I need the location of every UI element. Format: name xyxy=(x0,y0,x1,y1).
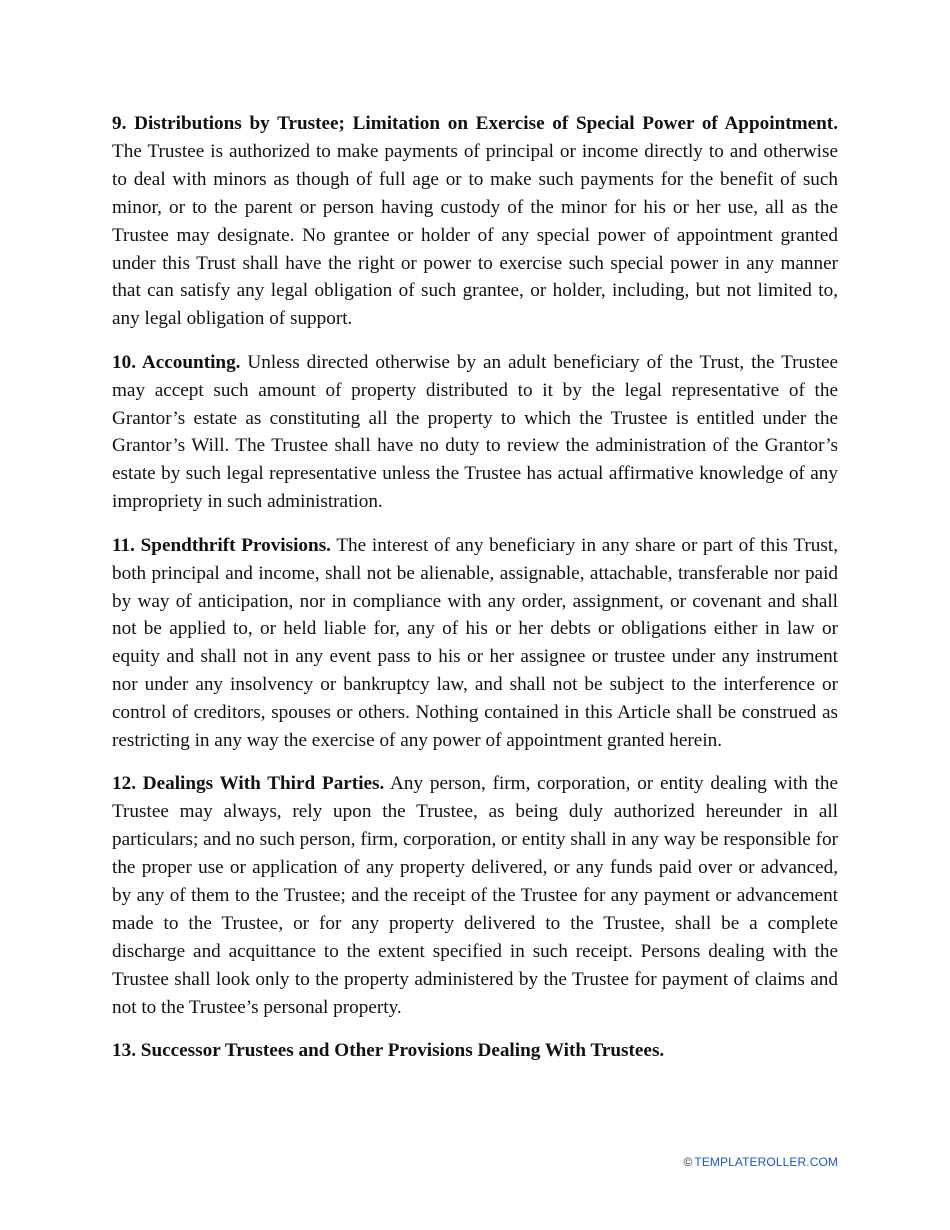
section-13 xyxy=(112,1037,838,1065)
section-body: The Trustee is authorized to make payments of principal or income directly to and otherwise to deal with minors as though of full age or to make such payments for the benefit of such minor, or to the parent or person having custody of the minor for his or her use, all as the Trustee may designate. No grantee or holder of any special power of appointment granted under this Trust shall have the right or power to exercise such special power in any manner that can satisfy any legal obligation of such grantee, or holder, including, but not limited to, any legal obligation of support. xyxy=(112,140,838,330)
footer-watermark xyxy=(683,1155,838,1169)
section-body: Unless directed otherwise by an adult beneficiary of the Trust, the Trustee may accept such amount of property distributed to it by the legal representative of the Grantor’s estate as constituting all the property to which the Trustee is entitled under the Grantor’s Will. The Trustee shall have no duty to review the administration of the Grantor’s estate by such legal representative unless the Trustee has actual affirmative knowledge of any impropriety in such administration. xyxy=(112,351,838,513)
section-11 xyxy=(112,532,838,755)
copyright-icon: © xyxy=(683,1155,693,1169)
section-9 xyxy=(112,110,838,333)
section-body: The interest of any beneficiary in any share or part of this Trust, both principal and income, shall not be alienable, assignable, attachable, transferable nor paid by way of anticipation, nor in compliance with any order, assignment, or covenant and shall not be applied to, or held liable for, any of his or her debts or obligations either in law or equity and shall not in any event pass to his or her assignee or trustee under any instrument nor under any insolvency or bankruptcy law, and shall not be subject to the interference or control of creditors, spouses or others. Nothing contained in this Article shall be construed as restricting in any way the exercise of any power of appointment granted herein. xyxy=(112,534,838,752)
section-heading: 13. Successor Trustees and Other Provisions Dealing With Trustees. xyxy=(112,1040,665,1062)
section-heading: 11. Spendthrift Provisions. xyxy=(112,534,331,556)
section-10 xyxy=(112,349,838,516)
section-heading: 10. Accounting. xyxy=(112,351,241,373)
templateroller-link[interactable]: TEMPLATEROLLER.COM xyxy=(694,1155,838,1169)
section-body: Any person, firm, corporation, or entity dealing with the Trustee may always, rely upon the Trustee, as being duly authorized hereunder in all particulars; and no such person, firm, corporation, or entity shall in any way be responsible for the proper use or application of any property delivered, or any funds paid over or advanced, by any of them to the Trustee; and the receipt of the Trustee for any payment or advancement made to the Trustee, or for any property delivered to the Trustee, shall be a complete discharge and acquittance to the extent specified in such receipt. Persons dealing with the Trustee shall look only to the property administered by the Trustee for payment of claims and not to the Trustee’s personal property. xyxy=(112,773,839,1018)
section-heading: 12. Dealings With Third Parties. xyxy=(112,773,385,795)
section-heading: 9. Distributions by Trustee; Limitation on Exercise of Special Power of Appointment. xyxy=(112,113,838,134)
section-12 xyxy=(112,770,838,1021)
document-page xyxy=(112,110,838,1081)
